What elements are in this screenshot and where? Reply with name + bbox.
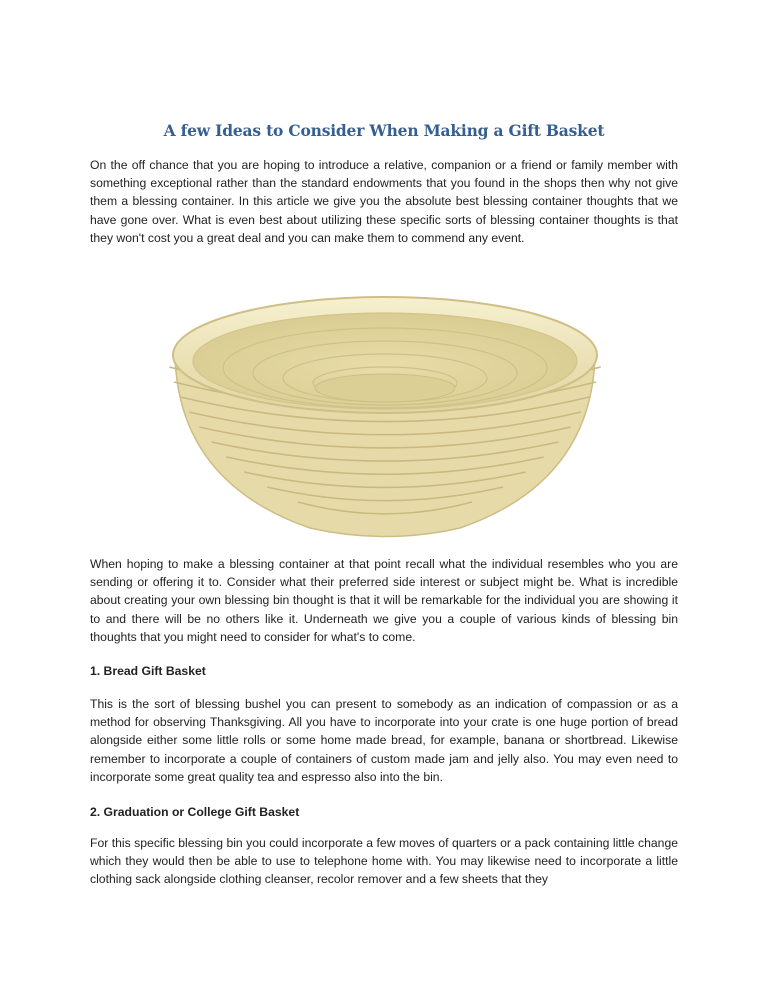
heading-graduation-gift-basket: 2. Graduation or College Gift Basket [90,805,300,819]
basket-image [160,283,610,543]
document-title: A few Ideas to Consider When Making a Gift Basket [163,121,605,140]
paragraph-bread-basket: This is the sort of blessing bushel you can present to somebody as an indication of compassion or as a method for observing Thanksgiving. All you have to incorporate into your crate is one huge portion of bread alongside either some little rolls or some home made bread, for example, banana or shortbread. Likewise remember to incorporate a couple of containers of custom made jam and jelly also. You may even need to incorporate some great quality tea and espresso also into the bin. [90,697,678,784]
paragraph-intro: On the off chance that you are hoping to introduce a relative, companion or a friend or family member with something exceptional rather than the standard endowments that you found in the shops then why not give them a blessing container. In this article we give you the absolute best blessing container thoughts that we have gone over. What is even best about utilizing these specific sorts of blessing container thoughts is that they won't cost you a great deal and you can make them to commend any event. [90,158,678,245]
paragraph-graduation-basket: For this specific blessing bin you could incorporate a few moves of quarters or a pack containing little change which they would then be able to use to telephone home with. You may likewise need to incorporate a little clothing sack alongside clothing cleanser, recolor remover and a few sheets that they [90,836,678,887]
heading-bread-gift-basket: 1. Bread Gift Basket [90,664,206,678]
paragraph-planning: When hoping to make a blessing container at that point recall what the individual resembles who you are sending or offering it to. Consider what their preferred side interest or subject might be. What is incredible about creating your own blessing bin thought is that it will be remarkable for the individual you are showing it to and there will be no others like it. Underneath we give you a couple of various kinds of blessing bin thoughts that you might need to consider for what's to come. [90,557,678,644]
